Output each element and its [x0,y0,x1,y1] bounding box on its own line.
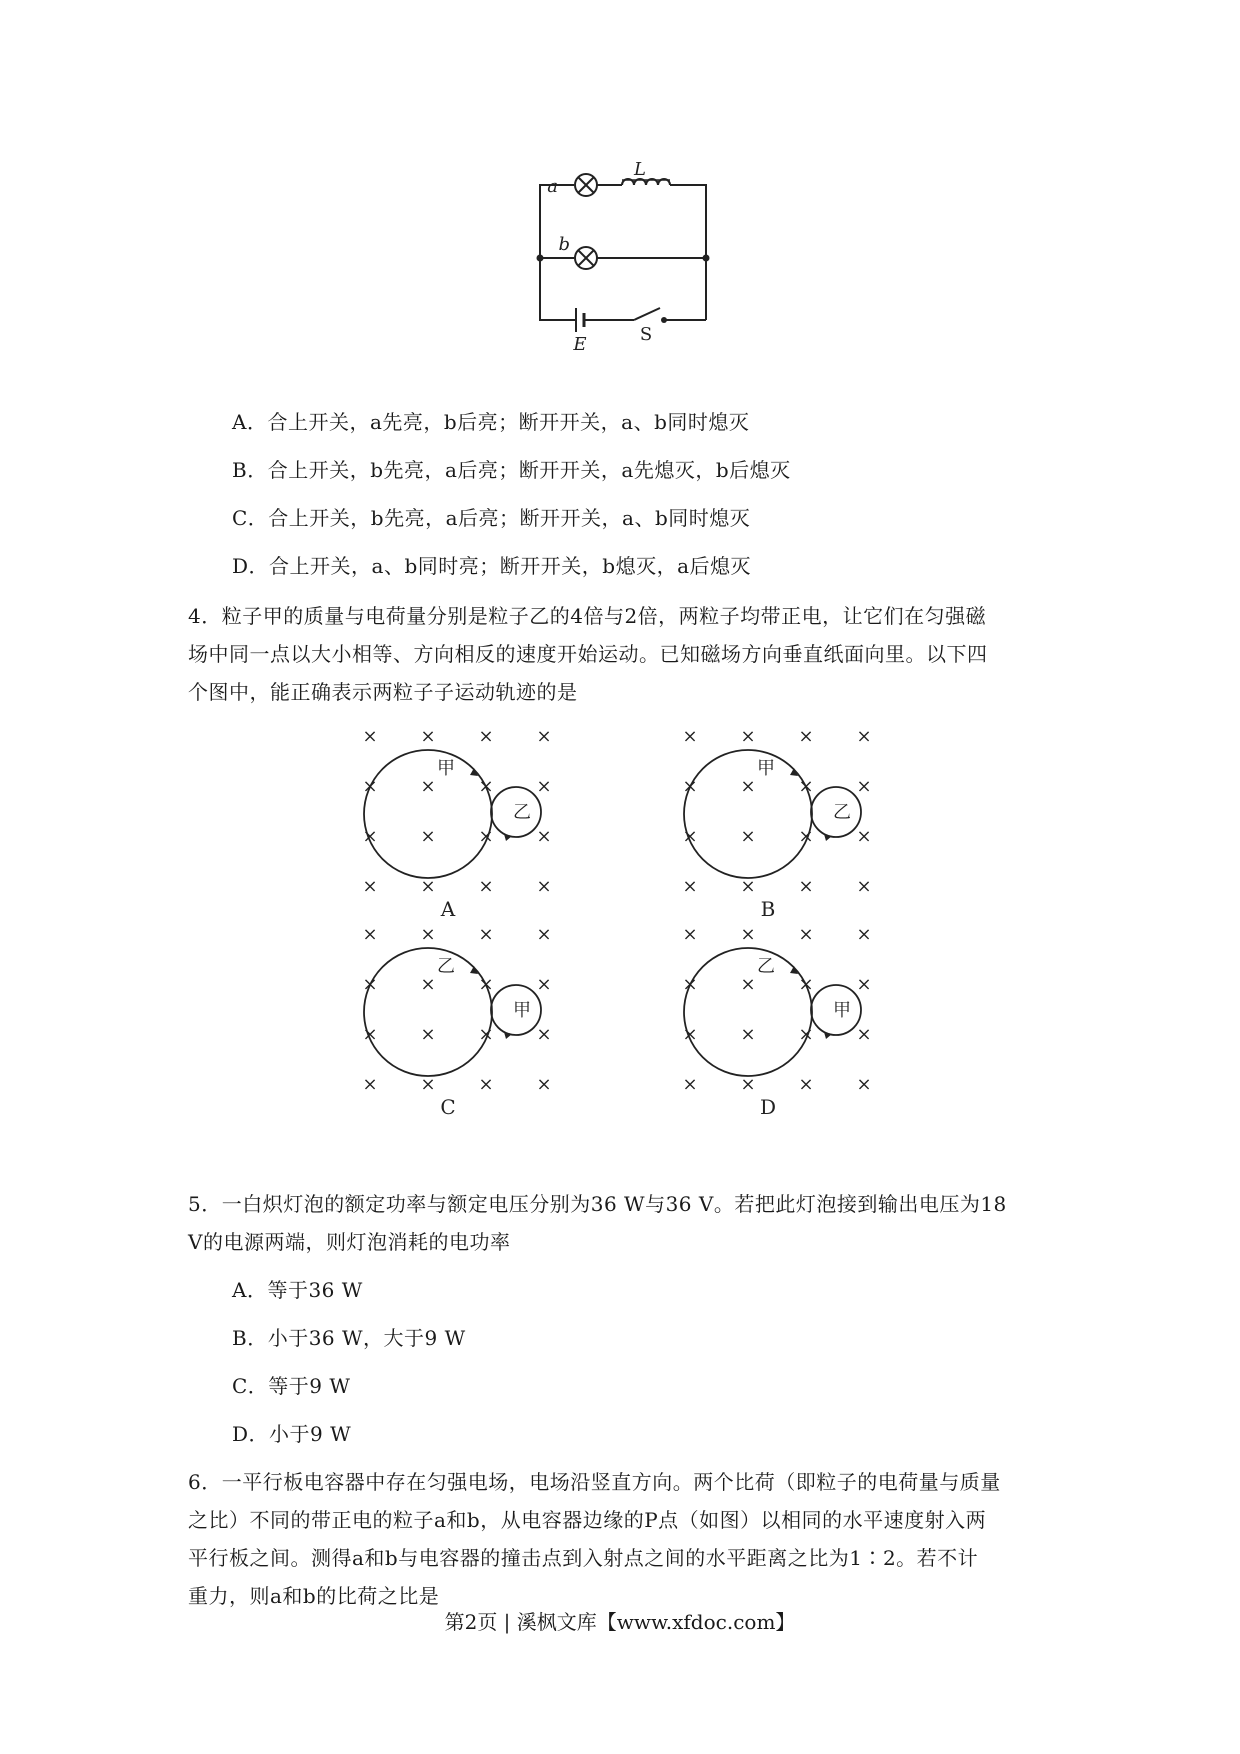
field-cross: × [798,776,814,797]
field-cross: × [856,776,872,797]
field-cross: × [420,776,436,797]
field-cross: × [856,924,872,945]
field-cross: × [478,726,494,747]
field-cross: × [362,776,378,797]
small-orbit-arrow [504,1032,512,1039]
q6-text-line-2: 之比）不同的带正电的粒子a和b，从电容器边缘的P点（如图）以相同的水平速度射入两 [188,1508,987,1532]
label-L: L [634,159,646,180]
q5-option-a: A．等于36 W [232,1278,363,1302]
field-cross: × [478,776,494,797]
trajectory-panel [362,726,551,921]
trajectory-panel [362,924,551,1119]
q3-option-a: A．合上开关，a先亮，b后亮；断开开关，a、b同时熄灭 [232,410,750,434]
big-orbit-label: 甲 [437,758,455,779]
field-cross: × [536,826,552,847]
field-cross: × [798,876,814,897]
panel-letter: A [440,897,456,921]
field-cross: × [682,826,698,847]
field-cross: × [856,1024,872,1045]
field-cross: × [682,1024,698,1045]
label-b: b [558,234,570,255]
field-cross: × [362,826,378,847]
field-cross: × [856,1074,872,1095]
field-cross: × [536,1024,552,1045]
small-orbit-arrow [824,834,832,841]
label-E: E [573,334,587,355]
field-cross: × [682,924,698,945]
field-cross: × [798,1024,814,1045]
page-footer: 第2页 | 溪枫文库【www.xfdoc.com】 [444,1610,796,1634]
q3-option-d: D．合上开关，a、b同时亮；断开开关，b熄灭，a后熄灭 [232,554,751,578]
field-cross: × [682,974,698,995]
field-cross: × [420,826,436,847]
field-cross: × [682,876,698,897]
field-cross: × [478,876,494,897]
big-orbit-label: 乙 [437,956,455,977]
field-cross: × [362,1024,378,1045]
field-cross: × [740,726,756,747]
label-a: a [547,176,558,197]
panel-letter: B [760,897,776,921]
small-orbit-arrow [824,1032,832,1039]
big-orbit-label: 乙 [757,956,775,977]
small-orbit-label: 甲 [513,1000,531,1021]
q5-option-d: D．小于9 W [232,1422,352,1446]
field-cross: × [420,726,436,747]
field-cross: × [536,726,552,747]
field-cross: × [856,726,872,747]
field-cross: × [362,974,378,995]
big-orbit [364,750,492,878]
field-cross: × [478,826,494,847]
field-cross: × [362,924,378,945]
small-orbit-label: 乙 [833,802,851,823]
panel-letter: C [440,1095,456,1119]
field-cross: × [420,876,436,897]
field-cross: × [682,726,698,747]
field-cross: × [856,876,872,897]
q4-text-line-2: 场中同一点以大小相等、方向相反的速度开始运动。已知磁场方向垂直纸面向里。以下四 [188,642,988,666]
field-cross: × [362,726,378,747]
field-cross: × [536,1074,552,1095]
q3-option-c: C．合上开关，b先亮，a后亮；断开开关，a、b同时熄灭 [232,506,751,530]
trajectory-panel [682,924,871,1119]
field-cross: × [856,974,872,995]
small-orbit-label: 乙 [513,802,531,823]
field-cross: × [798,924,814,945]
panel-letter: D [759,1095,777,1119]
field-cross: × [798,1074,814,1095]
q5-option-b: B．小于36 W，大于9 W [232,1326,466,1350]
q5-text-line-2: V的电源两端，则灯泡消耗的电功率 [188,1230,511,1254]
field-cross: × [362,876,378,897]
field-cross: × [740,776,756,797]
trajectory-panel [682,726,871,921]
q5-text-line-1: 5．一白炽灯泡的额定功率与额定电压分别为36 W与36 V。若把此灯泡接到输出电压为18 [188,1192,1007,1216]
field-cross: × [536,974,552,995]
field-cross: × [536,924,552,945]
field-cross: × [536,876,552,897]
q6-text-line-3: 平行板之间。测得a和b与电容器的撞击点到入射点之间的水平距离之比为1∶2。若不计 [188,1546,979,1570]
big-orbit [684,750,812,878]
field-cross: × [798,826,814,847]
field-cross: × [420,974,436,995]
label-S: S [639,324,653,345]
field-cross: × [740,924,756,945]
field-cross: × [740,974,756,995]
field-cross: × [478,924,494,945]
field-cross: × [478,1074,494,1095]
q5-option-c: C．等于9 W [232,1374,351,1398]
field-cross: × [856,826,872,847]
field-cross: × [740,826,756,847]
field-cross: × [478,974,494,995]
trajectory-figure [350,720,890,1140]
big-orbit [364,948,492,1076]
field-cross: × [478,1024,494,1045]
big-orbit-label: 甲 [757,758,775,779]
field-cross: × [536,776,552,797]
small-orbit-arrow [504,834,512,841]
field-cross: × [740,1024,756,1045]
q4-text-line-1: 4．粒子甲的质量与电荷量分别是粒子乙的4倍与2倍，两粒子均带正电，让它们在匀强磁 [188,604,987,628]
small-orbit-label: 甲 [833,1000,851,1021]
field-cross: × [798,974,814,995]
q4-text-line-3: 个图中，能正确表示两粒子子运动轨迹的是 [188,680,578,704]
field-cross: × [798,726,814,747]
circuit-diagram [540,159,720,355]
field-cross: × [740,876,756,897]
big-orbit [684,948,812,1076]
field-cross: × [682,1074,698,1095]
field-cross: × [420,1074,436,1095]
field-cross: × [682,776,698,797]
field-cross: × [362,1074,378,1095]
q6-text-line-4: 重力，则a和b的比荷之比是 [188,1584,440,1608]
field-cross: × [420,1024,436,1045]
field-cross: × [420,924,436,945]
q6-text-line-1: 6．一平行板电容器中存在匀强电场，电场沿竖直方向。两个比荷（即粒子的电荷量与质量 [188,1470,1001,1494]
field-cross: × [740,1074,756,1095]
q3-option-b: B．合上开关，b先亮，a后亮；断开开关，a先熄灭，b后熄灭 [232,458,791,482]
